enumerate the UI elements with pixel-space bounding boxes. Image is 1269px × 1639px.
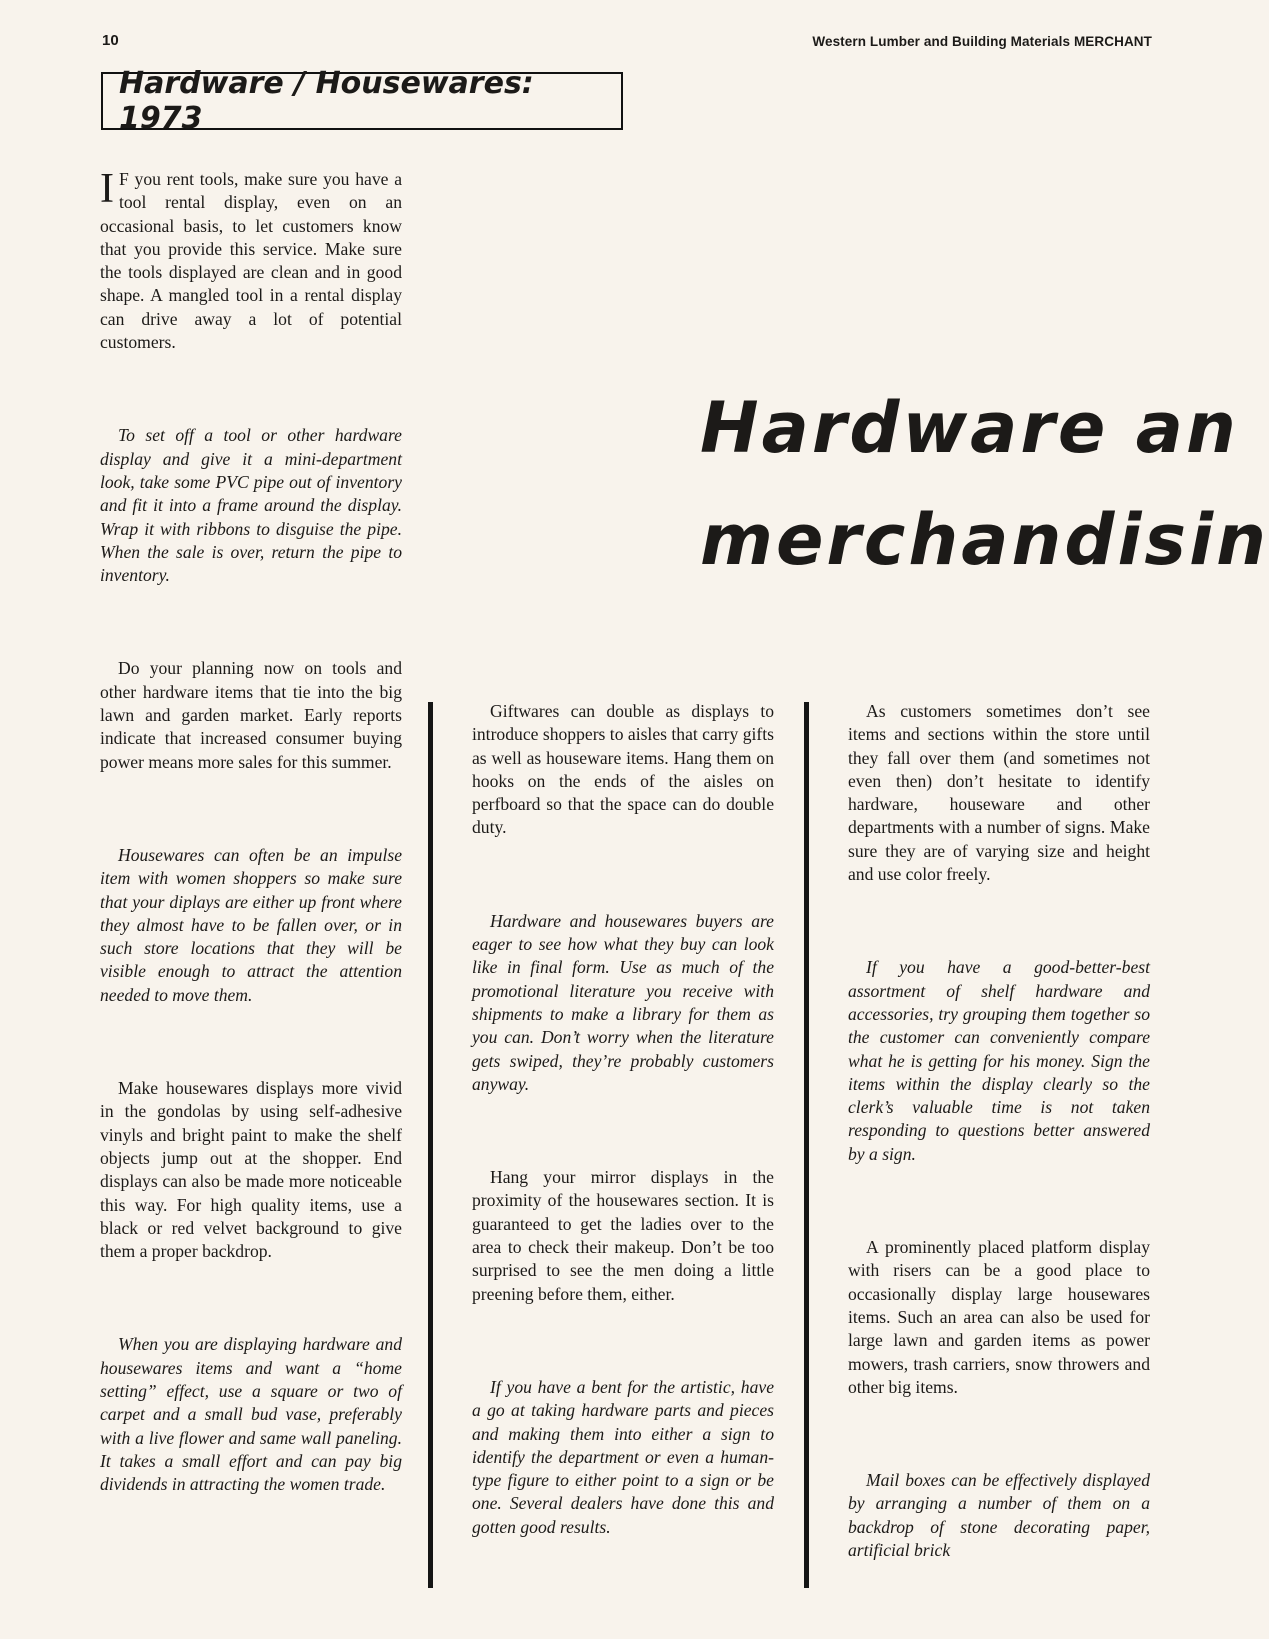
- tip-paragraph: Hardware and housewares buyers are eager to see how what they buy can look like in final form. Use as much of the promotional literature you receive with shipments to make a library for them as you can. Don’t worry when the literature gets swiped, they’re probably customers anyway.: [472, 910, 774, 1094]
- column-divider: [804, 702, 809, 1588]
- tip-paragraph: When you are displaying hardware and housewares items and want a “home setting” effect, use a square or two of carpet and a small bud vase, preferably with a live flower and same wall paneling. It takes a small effort and can pay big dividends in attracting the women trade.: [100, 1334, 402, 1495]
- tip-paragraph: Housewares can often be an impulse item with women shoppers so make sure that your diplays are either up front where they almost have to be fallen over, or in such store locations that they will be visible enough to attract the attention needed to move them.: [100, 844, 402, 1005]
- headline: [700, 372, 1269, 596]
- tip-paragraph: If you have a good-better-best assortment of shelf hardware and accessories, try grouping them together so the customer can conveniently compare what he is getting for his money. Sign the items within the display clearly so the clerk’s valuable time is not taken responding to questions better answered by a sign.: [848, 957, 1150, 1164]
- section-title: Hardware / Housewares: 1973: [119, 66, 534, 136]
- paragraph: A prominently placed platform display with risers can be a good place to occasionally display large housewares items. Such an area can also be used for large lawn and garden items as power mowers, trash carriers, snow throwers and other big items.: [848, 1237, 1150, 1397]
- column-1: [100, 168, 402, 1566]
- column-2: [472, 700, 774, 1609]
- headline-line-2: merchandisin: [700, 499, 1269, 581]
- paragraph: Giftwares can double as displays to introduce shoppers to aisles that carry gifts as well as houseware items. Hang them on hooks on the ends of the aisles on perfboard so that the space can do double duty.: [472, 701, 774, 838]
- running-header: Western Lumber and Building Materials MERCHANT: [812, 34, 1152, 49]
- section-title-box: [101, 66, 623, 136]
- column-divider: [428, 702, 433, 1588]
- paragraph: Make housewares displays more vivid in the gondolas by using self-adhesive vinyls and bright paint to make the shelf objects jump out at the shopper. End displays can also be made more noticeable this way. For high quality items, use a black or red velvet background to give them a proper backdrop.: [100, 1078, 402, 1262]
- tip-paragraph: If you have a bent for the artistic, have a go at taking hardware parts and pieces and making them into either a sign to identify the department or even a human-type figure to either point to a sign or be one. Several dealers have done this and gotten good results.: [472, 1376, 774, 1537]
- column-3: [848, 700, 1150, 1632]
- paragraph: As customers sometimes don’t see items and sections within the store until they fall over them (and sometimes not even then) don’t hesitate to identify hardware, houseware and other departments with a number of signs. Make sure they are of varying size and height and use color freely.: [848, 701, 1150, 885]
- paragraph: Do your planning now on tools and other hardware items that tie into the big lawn and garden market. Early reports indicate that increased consumer buying power means more sales for this summer.: [100, 658, 402, 772]
- page-number: 10: [102, 32, 119, 49]
- tip-paragraph: To set off a tool or other hardware display and give it a mini-department look, take some PVC pipe out of inventory and fit it into a frame around the display. Wrap it with ribbons to disguise the pipe. When the sale is over, return the pipe to inventory.: [100, 425, 402, 586]
- paragraph: Hang your mirror displays in the proximity of the housewares section. It is guaranteed to get the ladies over to the area to check their makeup. Don’t be too surprised to see the men doing a little preening before them, either.: [472, 1167, 774, 1304]
- headline-line-1: Hardware an: [700, 387, 1239, 469]
- tip-paragraph: Mail boxes can be effectively displayed by arranging a number of them on a backdrop of stone decorating paper, artificial brick: [848, 1470, 1150, 1561]
- paragraph: IF you rent tools, make sure you have a tool rental display, even on an occasional basis, to let customers know that you provide this service. Make sure the tools displayed are clean and in good shape. A mangled tool in a rental display can drive away a lot of potential customers.: [100, 166, 402, 353]
